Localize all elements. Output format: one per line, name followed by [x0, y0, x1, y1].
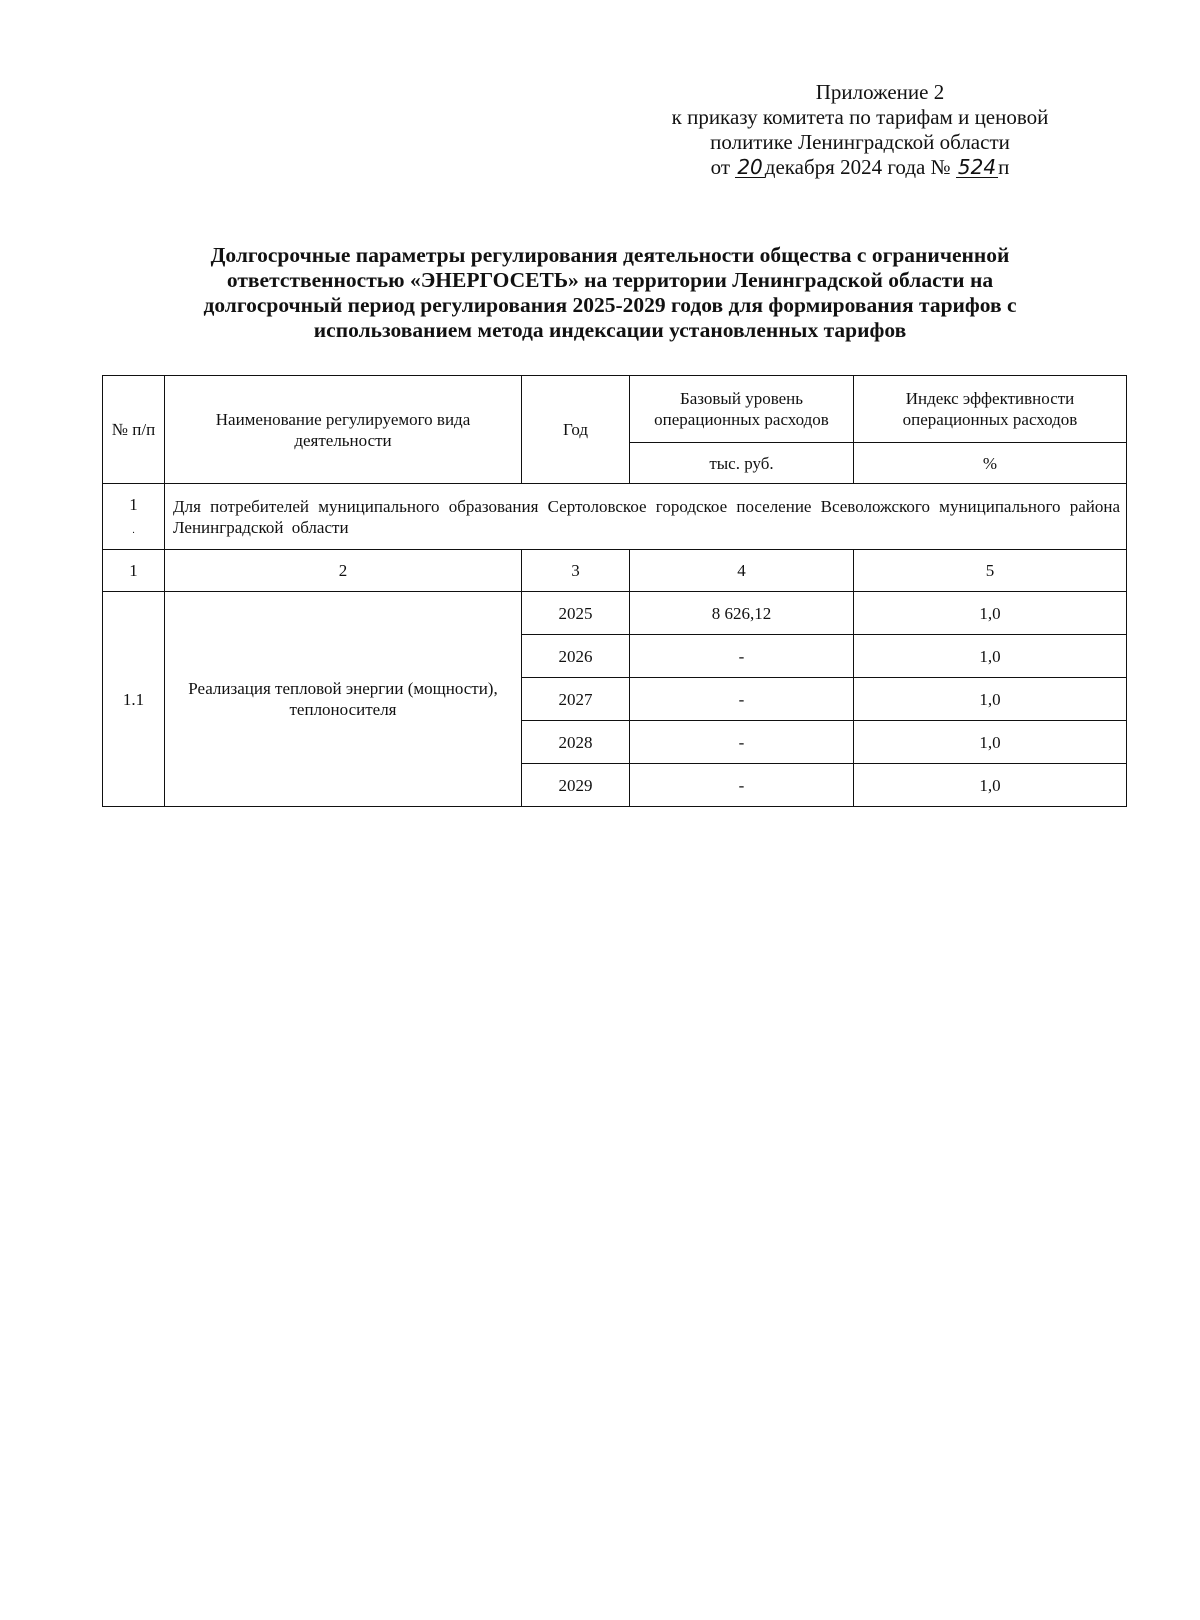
group-num — [103, 484, 165, 550]
group-num-value: 1 — [129, 495, 138, 514]
row-base: - — [630, 635, 854, 678]
column-number: 3 — [522, 550, 630, 592]
appendix-order-line: к приказу комитета по тарифам и ценовой — [671, 105, 1049, 129]
row-index: 1,0 — [854, 764, 1127, 807]
row-base: - — [630, 721, 854, 764]
column-number: 4 — [630, 550, 854, 592]
title-line: Долгосрочные параметры регулирования деятельности общества с ограниченной — [210, 243, 1010, 267]
row-index: 1,0 — [854, 592, 1127, 635]
row-year: 2028 — [522, 721, 630, 764]
row-year: 2025 — [522, 592, 630, 635]
row-base: - — [630, 764, 854, 807]
column-number: 1 — [103, 550, 165, 592]
handwritten-day: 20 — [737, 155, 763, 179]
row-index: 1,0 — [854, 721, 1127, 764]
row-index: 1,0 — [854, 678, 1127, 721]
appendix-committee-line: политике Ленинградской области — [710, 130, 1010, 154]
row-year: 2026 — [522, 635, 630, 678]
item-num: 1.1 — [103, 592, 165, 807]
column-number: 2 — [165, 550, 522, 592]
parameters-table — [102, 375, 1127, 807]
header-year: Год — [522, 376, 630, 484]
title-line: ответственностью «ЭНЕРГОСЕТЬ» на территории Ленинградской области на — [226, 268, 994, 292]
row-base: 8 626,12 — [630, 592, 854, 635]
row-base: - — [630, 678, 854, 721]
number-suffix: п — [998, 155, 1010, 179]
scan-dot: · — [131, 528, 136, 539]
header-base-level: Базовый уровень операционных расходов — [630, 376, 854, 443]
unit-index: % — [854, 443, 1127, 484]
unit-base: тыс. руб. — [630, 443, 854, 484]
date-prefix: от — [710, 155, 731, 179]
header-row — [103, 376, 1127, 443]
row-year: 2027 — [522, 678, 630, 721]
header-efficiency-index: Индекс эффективности операционных расходов — [854, 376, 1127, 443]
table-row — [103, 592, 1127, 635]
column-numbers-row — [103, 550, 1127, 592]
title-line: долгосрочный период регулирования 2025-2029 годов для формирования тарифов с — [203, 293, 1017, 317]
title-line: использованием метода индексации установленных тарифов — [313, 318, 907, 342]
header-activity: Наименование регулируемого вида деятельности — [165, 376, 522, 484]
date-middle: декабря 2024 года № — [764, 155, 951, 179]
handwritten-number: 524 — [957, 155, 997, 179]
header-num: № п/п — [103, 376, 165, 484]
column-number: 5 — [854, 550, 1127, 592]
appendix-header — [600, 80, 1120, 180]
row-year: 2029 — [522, 764, 630, 807]
appendix-date-line — [600, 155, 1120, 180]
group-description: Для потребителей муниципального образования Сертоловское городское поселение Всеволожского муниципального района Ленинградской области — [165, 484, 1127, 550]
row-index: 1,0 — [854, 635, 1127, 678]
item-activity: Реализация тепловой энергии (мощности), теплоносителя — [165, 592, 522, 807]
appendix-title: Приложение 2 — [815, 80, 945, 104]
group-row — [103, 484, 1127, 550]
document-title — [110, 243, 1110, 343]
